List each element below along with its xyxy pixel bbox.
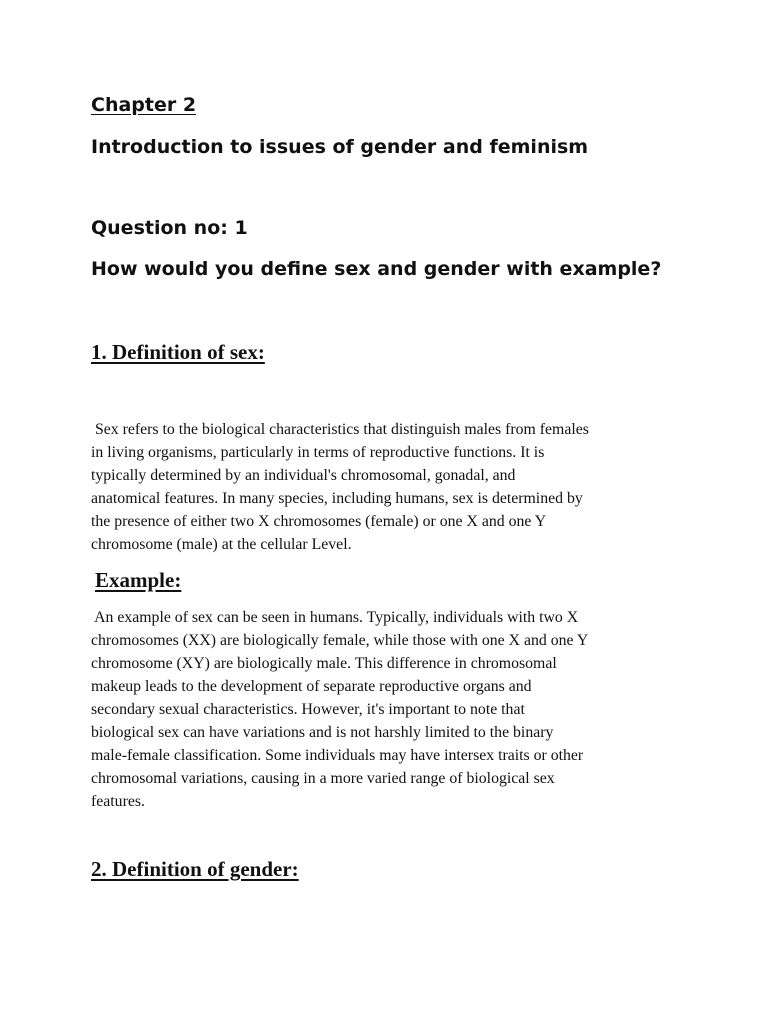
paragraph-line: secondary sexual characteristics. However, it's important to note that <box>91 701 525 718</box>
paragraph-line: makeup leads to the development of separate reproductive organs and <box>91 678 532 695</box>
paragraph-line: in living organisms, particularly in terms of reproductive functions. It is <box>91 444 545 461</box>
chapter-title: Chapter 2 <box>91 94 197 116</box>
paragraph-line: Sex refers to the biological characteristics that distinguish males from females <box>91 421 589 438</box>
paragraph-line: male-female classification. Some individuals may have intersex traits or other <box>91 747 584 764</box>
question-number: Question no: 1 <box>91 217 248 239</box>
chapter-subtitle: Introduction to issues of gender and feminism <box>91 136 589 158</box>
paragraph-line: biological sex can have variations and is not harshly limited to the binary <box>91 724 554 741</box>
paragraph-line: features. <box>91 793 145 810</box>
paragraph-sex-definition <box>91 418 691 556</box>
paragraph-line: the presence of either two X chromosomes (female) or one X and one Y <box>91 513 547 530</box>
section-heading-example: Example: <box>95 568 182 592</box>
question-text: How would you define sex and gender with example? <box>91 258 662 280</box>
paragraph-line: chromosome (male) at the cellular Level. <box>91 536 352 553</box>
paragraph-line: chromosomal variations, causing in a more varied range of biological sex <box>91 770 555 787</box>
section-heading-sex: 1. Definition of sex: <box>91 340 265 364</box>
paragraph-example <box>91 606 691 813</box>
paragraph-line: typically determined by an individual's chromosomal, gonadal, and <box>91 467 516 484</box>
section-heading-gender: 2. Definition of gender: <box>91 857 299 881</box>
paragraph-line: chromosome (XY) are biologically male. This difference in chromosomal <box>91 655 557 672</box>
paragraph-line: anatomical features. In many species, including humans, sex is determined by <box>91 490 583 507</box>
paragraph-line: An example of sex can be seen in humans. Typically, individuals with two X <box>91 609 579 626</box>
paragraph-line: chromosomes (XX) are biologically female, while those with one X and one Y <box>91 632 589 649</box>
